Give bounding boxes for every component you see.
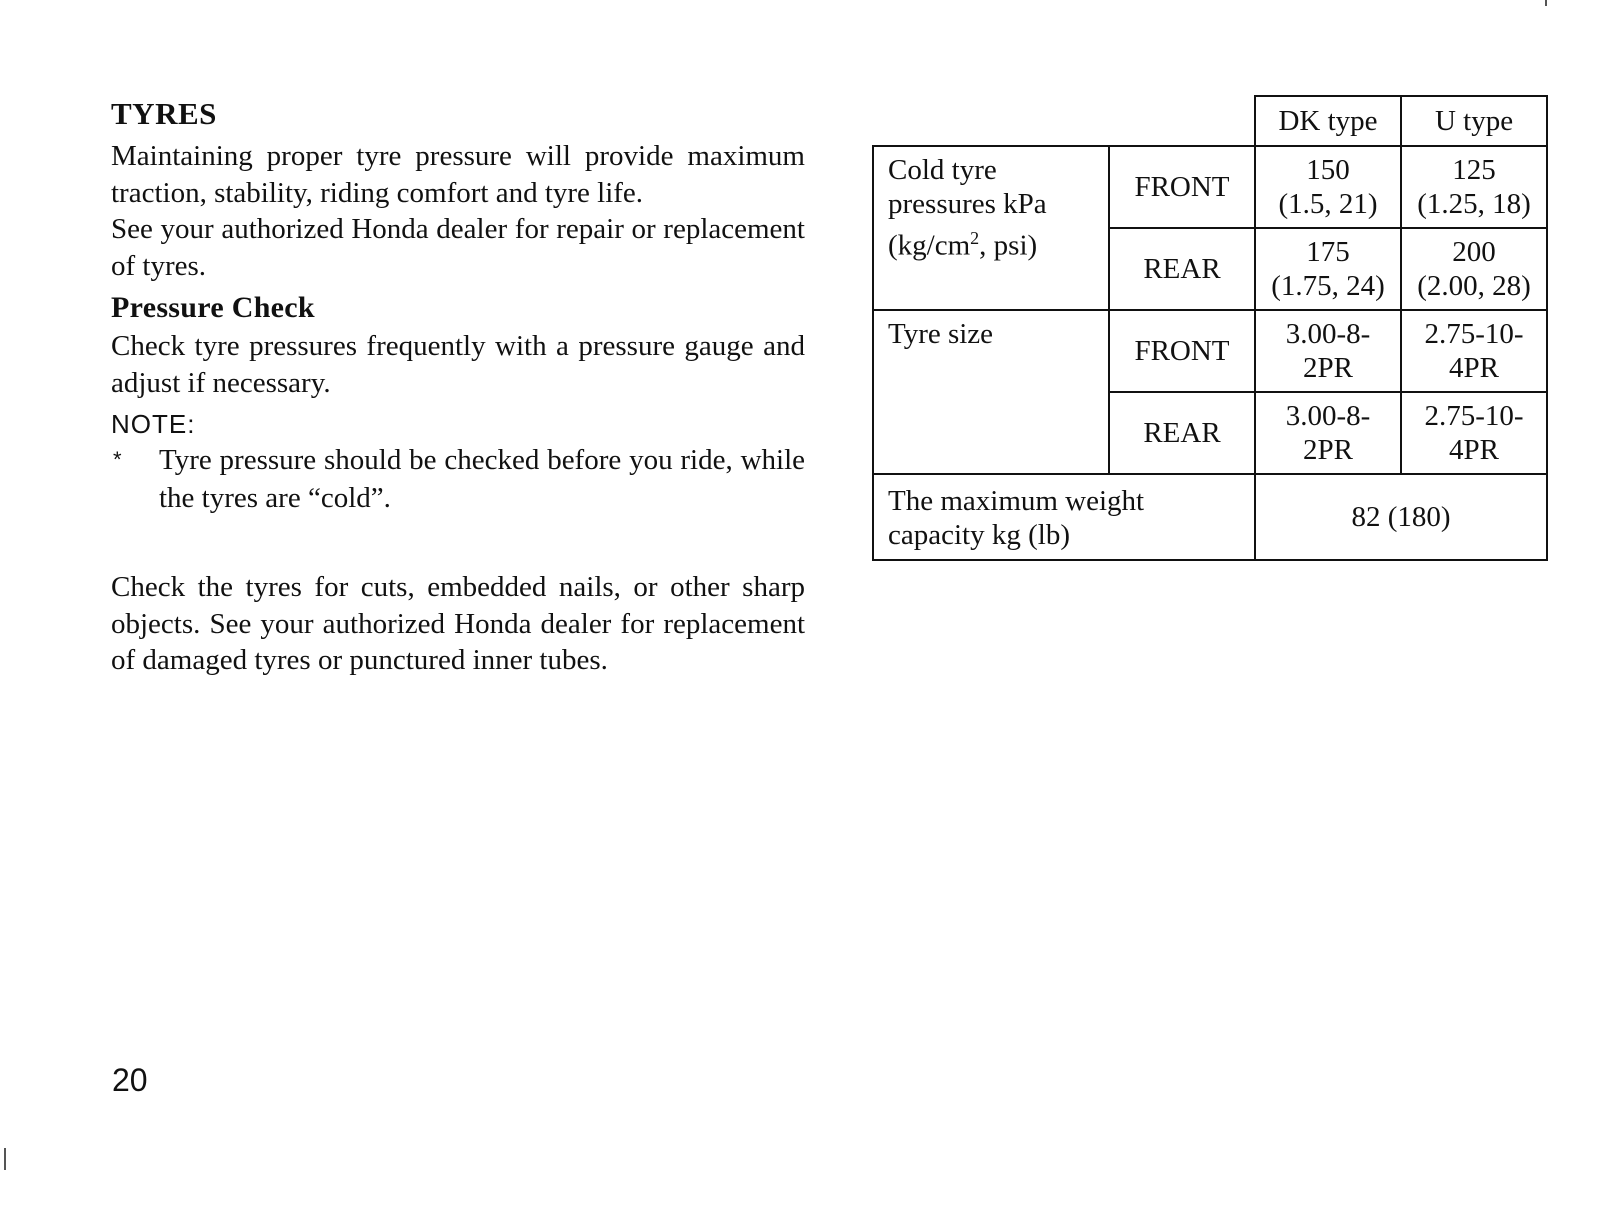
- pressure-front-u: [1401, 146, 1547, 228]
- table-row: [873, 310, 1547, 392]
- pressure-row-label: [873, 146, 1109, 310]
- cell-value-alt: 4PR: [1449, 352, 1499, 384]
- note-text: Tyre pressure should be checked before you ride, while the tyres are “cold”.: [159, 444, 805, 514]
- note-item: [111, 441, 805, 517]
- dealer-paragraph: See your authorized Honda dealer for repair or replacement of tyres.: [111, 213, 805, 282]
- pressure-label-line-1: Cold tyre: [888, 154, 997, 186]
- pressure-check-paragraph: Check tyre pressures frequently with a pressure gauge and adjust if necessary.: [111, 330, 805, 399]
- pressure-rear-label: REAR: [1109, 228, 1255, 310]
- tyre-spec-table: [872, 95, 1548, 561]
- cell-value: 125: [1452, 154, 1496, 186]
- cell-value: 175: [1306, 236, 1350, 268]
- bullet-marker: *: [113, 447, 122, 472]
- cell-value-alt: 2PR: [1303, 434, 1353, 466]
- cell-value: 3.00-8-: [1285, 318, 1371, 350]
- header-u-type: U type: [1401, 96, 1547, 146]
- weight-capacity-value: 82 (180): [1255, 474, 1547, 560]
- cell-value: 2.75-10-: [1424, 400, 1524, 432]
- size-row-label: Tyre size: [873, 310, 1109, 474]
- page-number: 20: [112, 1062, 148, 1098]
- cell-value: 150: [1306, 154, 1350, 186]
- pressure-rear-u: [1401, 228, 1547, 310]
- pressure-label-line-2: pressures kPa: [888, 188, 1047, 220]
- note-label: NOTE:: [111, 409, 196, 439]
- table-row: [873, 474, 1547, 560]
- scan-edge-mark: [4, 1148, 6, 1170]
- pressure-label-line-3: [888, 221, 1108, 263]
- size-front-dk: [1255, 310, 1401, 392]
- weight-capacity-label: [873, 474, 1255, 560]
- inspection-paragraph: Check the tyres for cuts, embedded nails, or other sharp objects. See your authorized Honda dealer for replacement of damaged tyres or punctured inner tubes.: [111, 571, 805, 676]
- cell-value: 2.75-10-: [1424, 318, 1524, 350]
- cell-value-alt: 4PR: [1449, 434, 1499, 466]
- table-row: [873, 146, 1547, 228]
- size-rear-label: REAR: [1109, 392, 1255, 474]
- cell-value: 3.00-8-: [1285, 400, 1371, 432]
- cell-value-alt: (1.75, 24): [1271, 270, 1385, 302]
- weight-label-line-2: capacity kg (lb): [888, 519, 1070, 551]
- cell-value-alt: 2PR: [1303, 352, 1353, 384]
- pressure-front-label: FRONT: [1109, 146, 1255, 228]
- cell-value-alt: (1.5, 21): [1278, 188, 1378, 220]
- intro-paragraph: Maintaining proper tyre pressure will provide maximum traction, stability, riding comfort and tyre life.: [111, 140, 805, 209]
- weight-label-line-1: The maximum weight: [888, 485, 1145, 517]
- pressure-check-heading: Pressure Check: [111, 291, 315, 324]
- size-rear-u: [1401, 392, 1547, 474]
- size-front-label: FRONT: [1109, 310, 1255, 392]
- cell-value-alt: (2.00, 28): [1417, 270, 1531, 302]
- pressure-rear-dk: [1255, 228, 1401, 310]
- size-front-u: [1401, 310, 1547, 392]
- header-dk-type: DK type: [1255, 96, 1401, 146]
- tyres-section: [111, 96, 805, 679]
- pressure-front-dk: [1255, 146, 1401, 228]
- cell-value: 200: [1452, 236, 1496, 268]
- cell-value-alt: (1.25, 18): [1417, 188, 1531, 220]
- pressure-unit-a: (kg/cm: [888, 229, 971, 262]
- pressure-unit-b: , psi): [979, 229, 1038, 262]
- table-corner: [873, 96, 1255, 146]
- size-rear-dk: [1255, 392, 1401, 474]
- pressure-unit-sup: 2: [970, 228, 980, 248]
- scan-edge-mark: [1545, 0, 1547, 6]
- section-title: TYRES: [111, 96, 217, 131]
- table-header-row: [873, 96, 1547, 146]
